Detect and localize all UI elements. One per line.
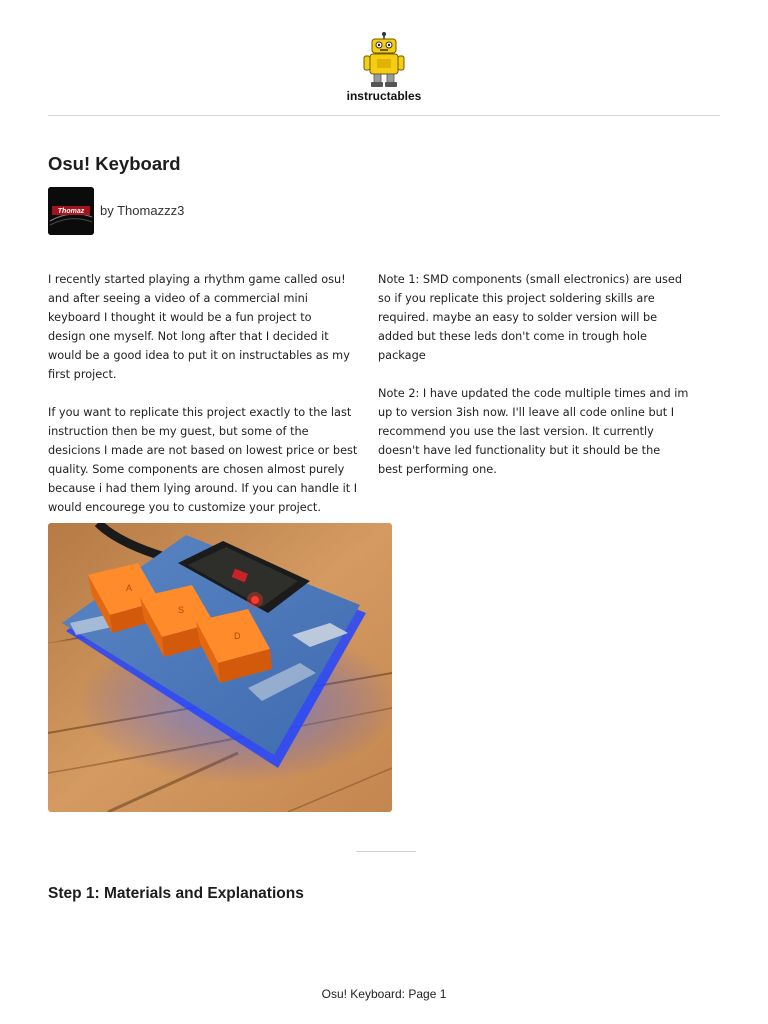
keyboard-photo-image [48, 523, 392, 812]
step-title: Step 1: Materials and Explanations [48, 885, 304, 902]
brand-wordmark[interactable]: instructables [346, 89, 422, 103]
page-footer: Osu! Keyboard: Page 1 [321, 987, 447, 1001]
note-paragraph: Note 2: I have updated the code multiple times and im up to version 3ish now. I'll leave all code online but I recommend you use the last version. It currently doesn't have led functionality but it should be the best performing one. [378, 387, 689, 476]
instructables-robot-icon[interactable] [361, 32, 407, 90]
avatar-image [48, 187, 94, 235]
step-divider [356, 851, 416, 852]
keyboard-photo[interactable] [48, 523, 392, 812]
keycap-letter: S [178, 605, 185, 615]
header-divider [48, 115, 720, 116]
intro-paragraph: I recently started playing a rhythm game called osu! and after seeing a video of a commercial mini keyboard I thought it would be a fun project to design one myself. Not long after that I decided it would be a good idea to put it on instructables as my first project. [48, 273, 350, 381]
page-header [0, 0, 768, 116]
notes-column-right [378, 270, 708, 479]
page-title: Osu! Keyboard [48, 153, 181, 174]
author-avatar[interactable] [48, 187, 94, 235]
intro-paragraph: If you want to replicate this project exactly to the last instruction then be my guest, but some of the desicions I made are not based on lowest price or best quality. Some components are chosen almost purely because i had them lying around. If you can handle it I would encourege you to customize your project. [48, 406, 358, 514]
note-paragraph: Note 1: SMD components (small electronics) are used so if you replicate this project soldering skills are required. maybe an easy to solder version will be added but these leds don't come in trough hole package [378, 273, 683, 362]
intro-column-left [48, 270, 370, 517]
keycap-letter: D [234, 631, 241, 641]
author-byline[interactable]: by Thomazzz3 [100, 203, 185, 218]
keycap-letter: A [126, 583, 133, 593]
avatar-text: Thomaz [57, 208, 85, 215]
